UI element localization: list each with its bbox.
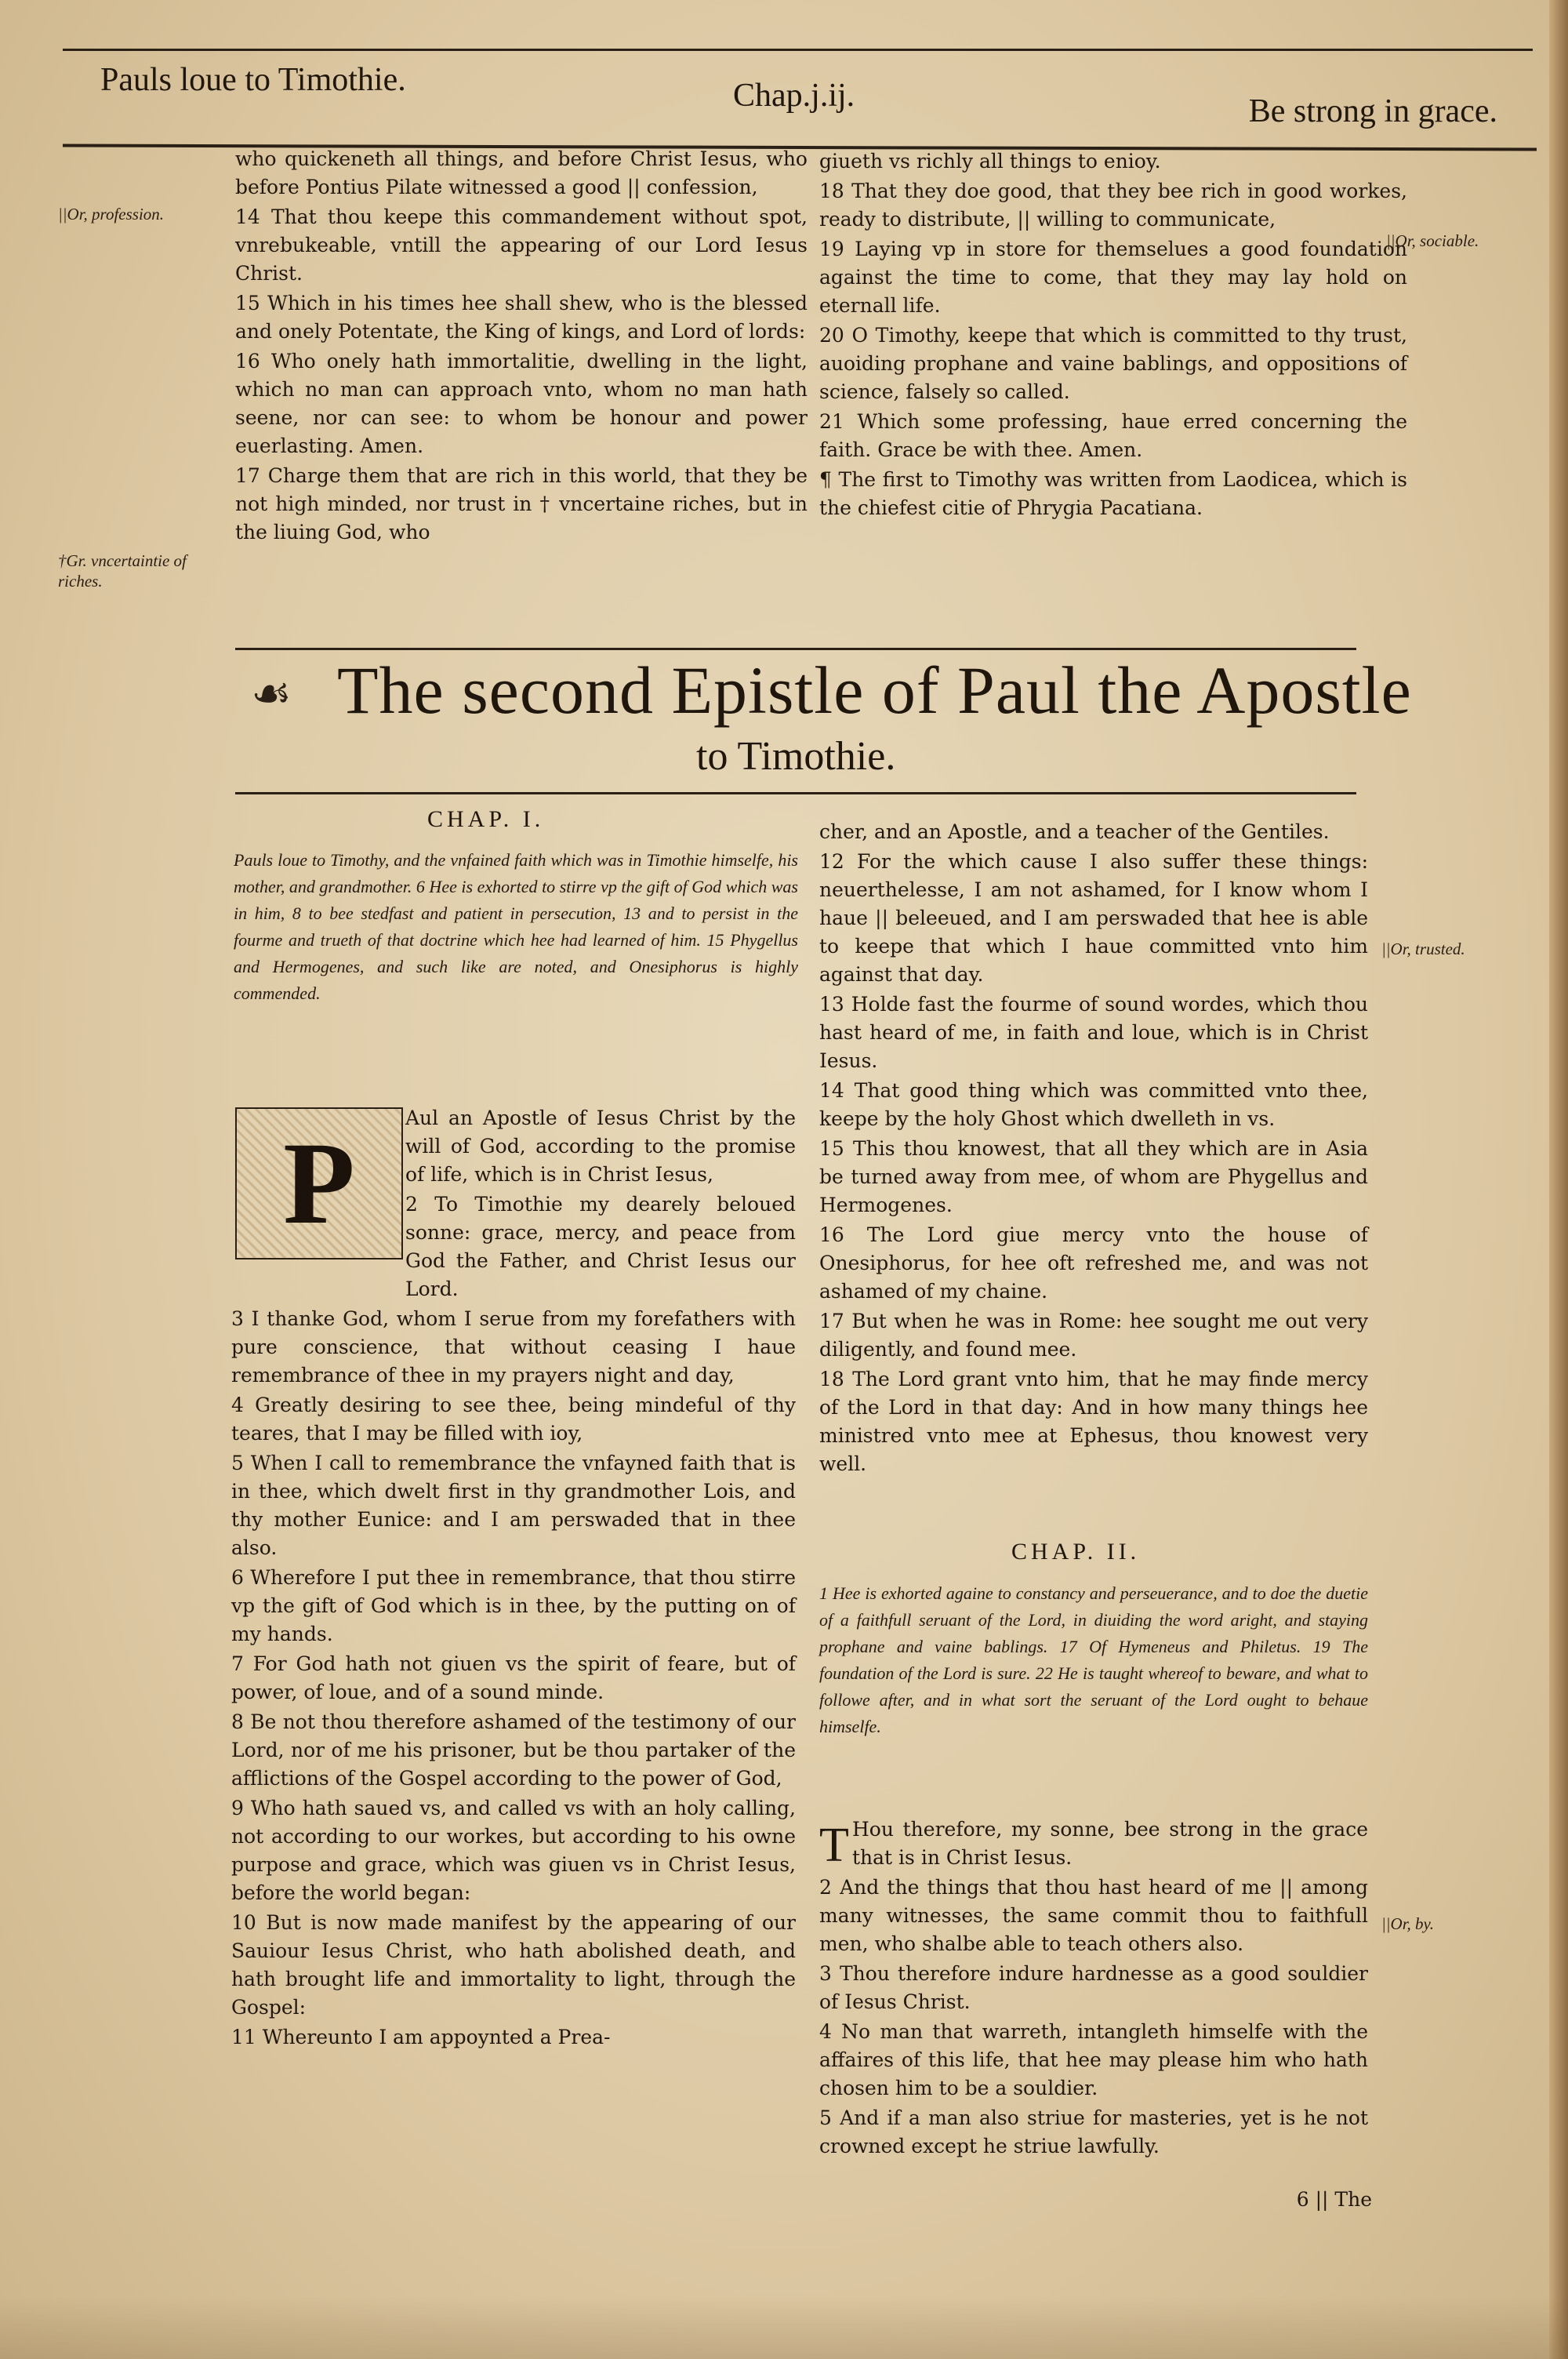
verse: 21 Which some professing, haue erred concerning the faith. Grace be with thee. Amen. bbox=[819, 410, 1407, 461]
verse: cher, and an Apostle, and a teacher of the Gentiles. bbox=[819, 820, 1330, 843]
verse: 17 Charge them that are rich in this world, that they be not high minded, nor trust in † vncertaine riches, but in the liuing God, who bbox=[235, 464, 808, 543]
header-rule-top bbox=[63, 49, 1533, 51]
verse: 5 When I call to remembrance the vnfayned faith that is in thee, which dwelt first in thy grandmother Lois, and thy mother Eunice: and I am perswaded that in thee also. bbox=[231, 1452, 796, 1559]
verse: 15 Which in his times hee shall shew, who is the blessed and onely Potentate, the King of kings, and Lord of lords: bbox=[235, 292, 808, 343]
running-header-left: Pauls loue to Timothie. bbox=[100, 62, 406, 98]
verse: 3 Thou therefore indure hardnesse as a good souldier of Iesus Christ. bbox=[819, 1962, 1368, 2013]
chapter-summary bbox=[819, 1580, 1368, 1740]
second-timothy-left-column bbox=[231, 1104, 796, 2052]
running-header-right: Be strong in grace. bbox=[1248, 93, 1497, 129]
verse: 3 I thanke God, whom I serue from my forefathers with pure conscience, that without ceasing I haue remembrance of thee in my prayers night and day, bbox=[231, 1307, 796, 1387]
verse: 4 Greatly desiring to see thee, being mindeful of thy teares, that I may be filled with ioy, bbox=[231, 1394, 796, 1445]
verse: 18 That they doe good, that they bee rich in good workes, ready to distribute, || willing to communicate, bbox=[819, 180, 1407, 231]
second-timothy-right-column bbox=[819, 818, 1368, 1478]
margin-note-or-by: ||Or, by. bbox=[1381, 1914, 1434, 1933]
verse: 16 Who onely hath immortalitie, dwelling in the light, which no man can approach vnto, whom no man hath seene, nor can see: to whom be honour and power euerlasting. Amen. bbox=[235, 350, 808, 457]
verse: 15 This thou knowest, that all they which are in Asia be turned away from mee, of whom are Phygellus and Hermogenes. bbox=[819, 1137, 1368, 1216]
verse: 5 And if a man also striue for masteries, yet is he not crowned except he striue lawfully. bbox=[819, 2106, 1368, 2157]
margin-note-trusted: ||Or, trusted. bbox=[1381, 940, 1465, 958]
margin-note-profession: ||Or, profession. bbox=[58, 205, 165, 224]
verse: 16 The Lord giue mercy vnto the house of Onesiphorus, for hee oft refreshed me, and was not ashamed of my chaine. bbox=[819, 1223, 1368, 1303]
verse: 20 O Timothy, keepe that which is committed to thy trust, auoiding prophane and vaine bablings, and oppositions of science, falsely so called. bbox=[819, 324, 1407, 403]
chapter-two-column bbox=[819, 1816, 1368, 2161]
verse: 18 The Lord grant vnto him, that he may finde mercy of the Lord in that day: And in how many things hee ministred vnto mee at Ephesus, thou knowest very well. bbox=[819, 1368, 1368, 1475]
margin-note-uncertaintie: †Gr. vncertaintie of riches. bbox=[58, 551, 187, 591]
verse: who quickeneth all things, and before Christ Iesus, who before Pontius Pilate witnessed a good || confession, bbox=[235, 147, 808, 198]
verse: 17 But when he was in Rome: hee sought me out very diligently, and found mee. bbox=[819, 1310, 1368, 1361]
verse: 8 Be not thou therefore ashamed of the testimony of our Lord, nor of me his prisoner, but be thou partaker of the afflictions of the Gospel according to the power of God, bbox=[231, 1710, 796, 1790]
verse: 11 Whereunto I am appoynted a Prea- bbox=[231, 2026, 611, 2048]
margin-note-sociable: ||Or, sociable. bbox=[1386, 231, 1479, 250]
catchword: 6 || The bbox=[1296, 2188, 1372, 2211]
verse: giueth vs richly all things to enioy. bbox=[819, 150, 1161, 173]
verse: 9 Who hath saued vs, and called vs with an holy calling, not according to our workes, but according to his owne purpose and grace, which was giuen vs in Christ Iesus, before the world began: bbox=[231, 1797, 796, 1904]
decorated-initial-letter: P bbox=[283, 1118, 355, 1249]
chapter-summary-text: Pauls loue to Timothy, and the vnfained faith which was in Timothie himselfe, his mother, and grandmother. 6 Hee is exhorted to stirre vp the gift of God which was in him, 8 to bee stedfast and patient in persecution, 13 and to persist in the fourme and trueth of that doctrine which hee had learned of him. 15 Phygellus and Hermogenes, and such like are noted, and Onesiphorus is highly commended. bbox=[234, 850, 798, 1003]
verse: Aul an Apostle of Iesus Christ by the will of God, according to the promise of life, which is in Christ Iesus, bbox=[405, 1107, 796, 1186]
epistle-title: The second Epistle of Paul the Apostle bbox=[337, 652, 1412, 728]
first-timothy-left-column bbox=[235, 145, 808, 547]
verse: 4 No man that warreth, intangleth himselfe with the affaires of this life, that hee may please him who hath chosen him to be a souldier. bbox=[819, 2020, 1368, 2099]
chapter-heading: CHAP. I. bbox=[427, 806, 545, 832]
initial-letter: T bbox=[819, 1819, 849, 1872]
verse: 6 Wherefore I put thee in remembrance, that thou stirre vp the gift of God which is in thee, by the putting on of my hands. bbox=[231, 1566, 796, 1645]
title-rule-top bbox=[235, 648, 1356, 650]
verse: 10 But is now made manifest by the appearing of our Sauiour Iesus Christ, who hath abolished death, and hath brought life and immortality to light, through the Gospel: bbox=[231, 1911, 796, 2019]
chapter-summary bbox=[234, 847, 798, 1007]
chapter-heading: CHAP. II. bbox=[1011, 1539, 1141, 1565]
first-timothy-right-column bbox=[819, 147, 1407, 522]
verse: 12 For the which cause I also suffer these things: neuerthelesse, I am not ashamed, for I know whom I haue || beleeued, and I am perswaded that hee is able to keepe that which I haue committed vnto him against that day. bbox=[819, 850, 1368, 986]
verse: 13 Holde fast the fourme of sound wordes, which thou hast heard of me, in faith and loue, which is in Christ Iesus. bbox=[819, 993, 1368, 1072]
running-header-chapter: Chap.j.ij. bbox=[733, 78, 855, 114]
chapter-summary-text: 1 Hee is exhorted againe to constancy and perseuerance, and to doe the duetie of a faithfull seruant of the Lord, in diuiding the word aright, and staying prophane and vaine bablings. 17 Of Hymeneus and Philetus. 19 The foundation of the Lord is sure. 22 He is taught whereof to beware, and what to followe after, and in what sort the seruant of the Lord ought to behaue himselfe. bbox=[819, 1583, 1368, 1736]
printers-flourish-icon: ☙ bbox=[251, 667, 292, 720]
title-rule-bottom bbox=[235, 792, 1356, 794]
page-edge bbox=[1549, 0, 1568, 2359]
page-shadow bbox=[0, 2296, 1568, 2359]
epistle-subtitle: to Timothie. bbox=[696, 734, 896, 779]
verse: 14 That good thing which was committed vnto thee, keepe by the holy Ghost which dwelleth in vs. bbox=[819, 1079, 1368, 1130]
verse: 2 And the things that thou hast heard of me || among many witnesses, the same commit thou to faithfull men, who shalbe able to teach others also. bbox=[819, 1876, 1368, 1955]
colophon: ¶ The first to Timothy was written from Laodicea, which is the chiefest citie of Phrygia Pacatiana. bbox=[819, 468, 1407, 519]
verse: 2 To Timothie my dearely beloued sonne: grace, mercy, and peace from God the Father, and Christ Iesus our Lord. bbox=[405, 1193, 796, 1300]
verse: 19 Laying vp in store for themselues a good foundation against the time to come, that they may lay hold on eternall life. bbox=[819, 238, 1407, 317]
verse: 7 For God hath not giuen vs the spirit of feare, but of power, of loue, and of a sound minde. bbox=[231, 1652, 796, 1703]
verse: Hou therefore, my sonne, bee strong in the grace that is in Christ Iesus. bbox=[852, 1818, 1368, 1869]
verse: 14 That thou keepe this commandement without spot, vnrebukeable, vntill the appearing of our Lord Iesus Christ. bbox=[235, 205, 808, 285]
